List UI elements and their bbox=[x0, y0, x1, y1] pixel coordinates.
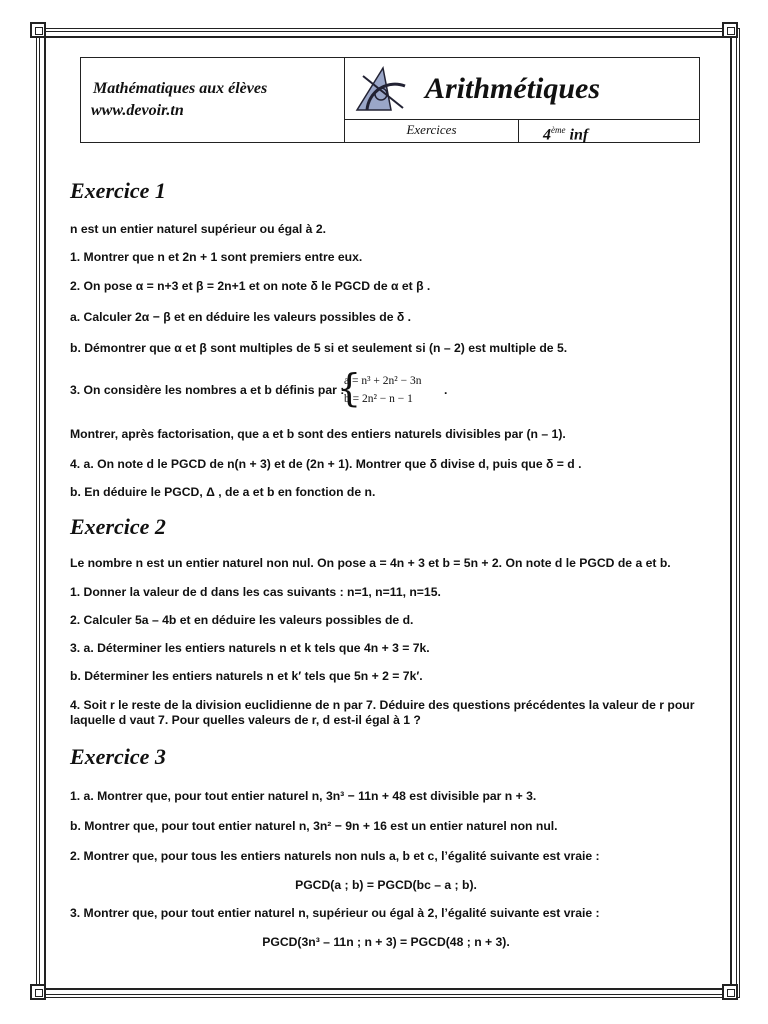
site-url: www.devoir.tn bbox=[91, 102, 184, 119]
equation-b: b = 2n² − n − 1 bbox=[344, 393, 413, 405]
exercise-1-title: Exercice 1 bbox=[70, 178, 166, 203]
exercise-1-line: 2. On pose α = n+3 et β = 2n+1 et on note δ le PGCD de α et β . bbox=[70, 279, 431, 293]
level-suffix: inf bbox=[569, 126, 589, 144]
exercise-1-line: 1. Montrer que n et 2n + 1 sont premiers entre eux. bbox=[70, 250, 363, 264]
class-level bbox=[519, 120, 699, 142]
exercise-2-title: Exercice 2 bbox=[70, 514, 166, 539]
document-title: Arithmétiques bbox=[425, 72, 601, 105]
corner-ornament bbox=[722, 984, 738, 1000]
exercise-3-line: 1. a. Montrer que, pour tout entier naturel n, 3n³ − 11n + 48 est divisible par n + 3. bbox=[70, 789, 537, 803]
title-cell bbox=[345, 58, 699, 120]
equation-a: a = n³ + 2n² − 3n bbox=[344, 375, 422, 387]
geometry-tools-icon bbox=[353, 64, 409, 114]
exercise-3-line: b. Montrer que, pour tout entier naturel n, 3n² − 9n + 16 est un entier naturel non nul. bbox=[70, 819, 558, 833]
exercise-3-formula: PGCD(3n³ – 11n ; n + 3) = PGCD(48 ; n + 3). bbox=[262, 935, 510, 949]
corner-ornament bbox=[30, 22, 46, 38]
level-superscript: ème bbox=[551, 125, 566, 135]
level-number: 4 bbox=[543, 126, 551, 144]
system-of-equations bbox=[344, 372, 421, 408]
exercise-2-line: 2. Calculer 5a – 4b et en déduire les valeurs possibles de d. bbox=[70, 613, 414, 627]
exercise-1-line: b. En déduire le PGCD, Δ , de a et b en fonction de n. bbox=[70, 485, 376, 499]
exercise-1-line: 4. a. On note d le PGCD de n(n + 3) et de (2n + 1). Montrer que δ divise d, puis que δ = d . bbox=[70, 457, 582, 471]
exercise-3-line: 2. Montrer que, pour tous les entiers naturels non nuls a, b et c, l’égalité suivante est vraie : bbox=[70, 849, 600, 863]
exercise-2-line: b. Déterminer les entiers naturels n et k′ tels que 5n + 2 = 7k′. bbox=[70, 669, 423, 683]
system-brace: { bbox=[337, 366, 362, 410]
document-type: Exercices bbox=[345, 120, 519, 142]
corner-ornament bbox=[30, 984, 46, 1000]
exercise-3-title: Exercice 3 bbox=[70, 744, 166, 769]
exercise-1-line: b. Démontrer que α et β sont multiples de 5 si et seulement si (n – 2) est multiple de 5. bbox=[70, 341, 568, 355]
document-header bbox=[80, 57, 700, 143]
exercise-2-line: 4. Soit r le reste de la division euclidienne de n par 7. Déduire des questions précédentes la valeur de r pour laquelle d vaut 7. Pour quelles valeurs de r, d est-il égal à 1 ? bbox=[70, 698, 695, 727]
site-info bbox=[81, 58, 345, 142]
exercise-3-line: 3. Montrer que, pour tout entier naturel n, supérieur ou égal à 2, l’égalité suivante est vraie : bbox=[70, 906, 600, 920]
exercise-2-line: 1. Donner la valeur de d dans les cas suivants : n=1, n=11, n=15. bbox=[70, 585, 441, 599]
corner-ornament bbox=[722, 22, 738, 38]
exercise-1-line: a. Calculer 2α − β et en déduire les valeurs possibles de δ . bbox=[70, 310, 412, 324]
exercise-1-line: 3. On considère les nombres a et b définis par : bbox=[70, 383, 345, 397]
exercise-3-formula: PGCD(a ; b) = PGCD(bc – a ; b). bbox=[295, 878, 477, 892]
exercise-1-line: n est un entier naturel supérieur ou égal à 2. bbox=[70, 222, 327, 236]
site-name: Mathématiques aux élèves bbox=[93, 80, 268, 97]
exercise-1-line: Montrer, après factorisation, que a et b sont des entiers naturels divisibles par (n – 1). bbox=[70, 427, 566, 441]
exercise-2-line: 3. a. Déterminer les entiers naturels n et k tels que 4n + 3 = 7k. bbox=[70, 641, 430, 655]
exercise-2-line: Le nombre n est un entier naturel non nul. On pose a = 4n + 3 et b = 5n + 2. On note d le PGCD de a et b. bbox=[70, 556, 671, 570]
system-period: . bbox=[444, 383, 448, 397]
